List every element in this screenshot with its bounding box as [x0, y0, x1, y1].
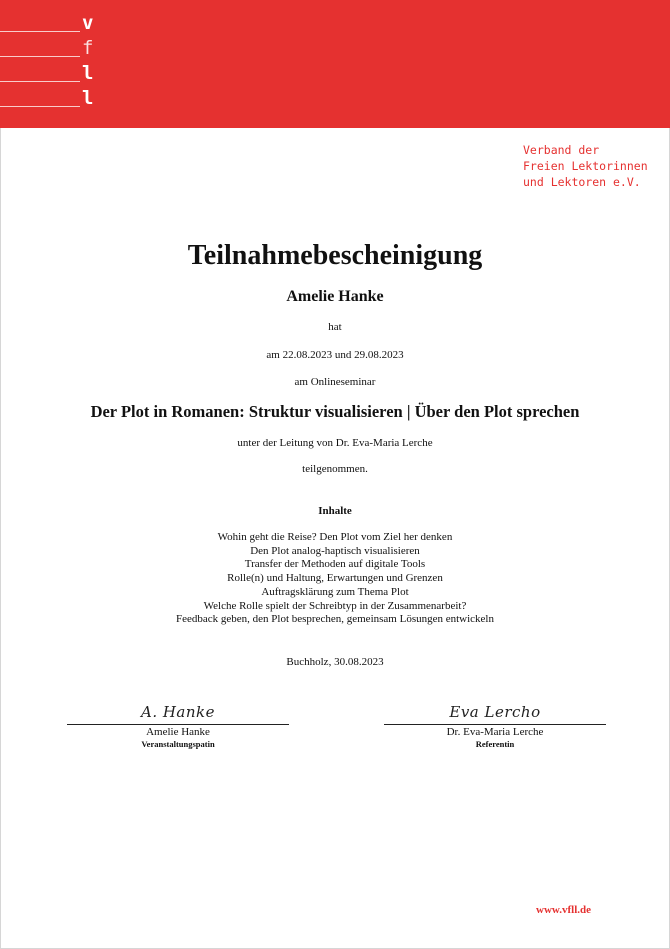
signer-name: Amelie Hanke [146, 726, 210, 738]
contents-item: Auftragsklärung zum Thema Plot [261, 585, 409, 598]
signature-left [67, 701, 289, 750]
logo-line [0, 106, 80, 107]
logo-line [0, 81, 80, 82]
closing-text: teilgenommen. [302, 463, 368, 475]
hat-text: hat [328, 321, 342, 333]
contents-heading: Inhalte [318, 505, 352, 517]
leader-text: unter der Leitung von Dr. Eva-Maria Lerche [237, 437, 433, 449]
signature-line [384, 724, 606, 725]
contents-item: Feedback geben, den Plot besprechen, gemeinsam Lösungen entwickeln [176, 613, 494, 626]
contents-item: Den Plot analog-haptisch visualisieren [250, 544, 420, 557]
organization-line: Freien Lektorinnen [523, 159, 648, 173]
place-date: Buchholz, 30.08.2023 [286, 656, 384, 668]
signer-role: Referentin [475, 739, 515, 749]
logo-row-4 [0, 87, 100, 109]
contents-item: Wohin geht die Reise? Den Plot vom Ziel her denken [217, 531, 453, 543]
contents-item: Rolle(n) und Haltung, Erwartungen und Grenzen [227, 572, 443, 585]
signature-right [384, 701, 606, 750]
contents-list [0, 531, 670, 627]
organization-line: und Lektoren e.V. [523, 175, 641, 189]
logo-row-2 [0, 37, 100, 59]
signature-script: A. Hanke [140, 703, 216, 721]
logo-row-3 [0, 62, 100, 84]
header-band [0, 0, 670, 128]
contents-item: Welche Rolle spielt der Schreibtyp in der Zusammenarbeit? [203, 599, 467, 612]
participant-name: Amelie Hanke [286, 288, 384, 305]
organization-line: Verband der [523, 143, 600, 157]
seminar-title: Der Plot in Romanen: Struktur visualisieren | Über den Plot sprechen [90, 402, 580, 421]
logo-line [0, 56, 80, 57]
signer-name: Dr. Eva-Maria Lerche [446, 726, 544, 738]
logo-line [0, 31, 80, 32]
logo-letter-l: l [82, 87, 94, 109]
signature-script: Eva Lercho [449, 703, 541, 721]
certificate-title: Teilnahmebescheinigung [187, 240, 483, 271]
contents-item: Transfer der Methoden auf digitale Tools [244, 558, 426, 571]
signature-line [67, 724, 289, 725]
signer-role: Veranstaltungspatin [141, 739, 215, 749]
logo-letter-f: f [82, 37, 94, 59]
logo-letter-l: l [82, 62, 94, 84]
organization-name [523, 142, 648, 190]
dates-text: am 22.08.2023 und 29.08.2023 [266, 349, 404, 361]
logo-row-1 [0, 12, 100, 34]
logo-letter-v: v [82, 12, 94, 34]
format-text: am Onlineseminar [294, 376, 376, 388]
website-link[interactable]: www.vfll.de [536, 904, 591, 916]
